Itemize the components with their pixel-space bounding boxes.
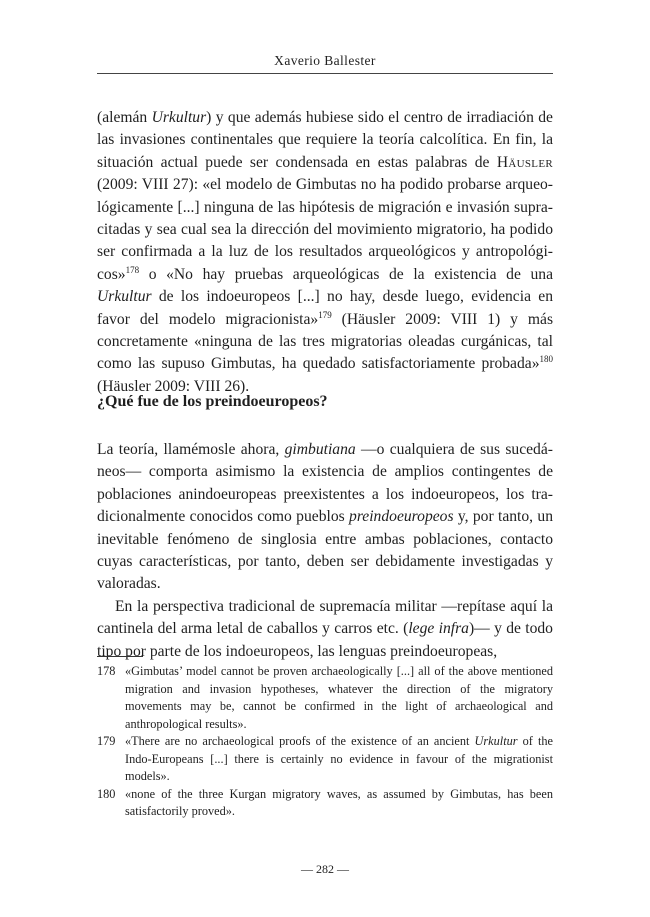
footnote-number: 178 (97, 664, 116, 678)
italic-term: gimbutiana (284, 441, 356, 458)
running-head: Xaverio Ballester (274, 53, 376, 68)
paragraph-2-text (97, 439, 553, 596)
italic-term: Urkultur (474, 734, 518, 748)
footnote-rule (97, 656, 143, 657)
italic-term: preindoeuropeos (349, 508, 454, 526)
paragraph-3-text (97, 596, 553, 663)
text-run: o «No hay pruebas arqueológicas de la existencia de una (139, 265, 553, 283)
text-run: «There are no archaeological proofs of the existence of an ancient (125, 734, 475, 748)
paragraph-2 (97, 439, 553, 663)
footnote-number: 179 (97, 734, 116, 748)
footnote-ref-180[interactable]: 180 (539, 354, 553, 365)
text-run: (alemán (97, 109, 152, 126)
text-run: )— y de todo tipo por parte de los indoeuropeos, las lenguas preindoeuropeas, (97, 620, 553, 660)
text-run: ) y que además hubiese sido el centro de irradiación de las invasiones continentales que requiere la teoría calcolítica. En fin, la situación actual puede ser condensada en estas palabras de (97, 109, 553, 171)
author-name: Häusler (496, 153, 553, 171)
text-run: (Häusler 2009: VIII 26). (97, 377, 250, 395)
footnote-text (125, 663, 553, 733)
footnote-ref-178[interactable]: 178 (125, 264, 140, 275)
italic-term: Urkultur (97, 288, 152, 306)
italic-term: Urkultur (151, 109, 207, 126)
text-run: En la perspectiva tradicional de supremacía militar —repítase aquí la cantinela del arma letal de caballos y carros etc. ( (97, 597, 553, 638)
footnote-number: 180 (97, 786, 116, 801)
text-run: «none of the three Kurgan migratory waves, as assumed by Gimbutas, has been satisfactorily proved». (125, 786, 553, 818)
text-run: y, por tanto, un inevitable fenómeno de singlosia entre ambas poblaciones, contacto cuyas características, por tanto, deben ser debidamente investigadas y valoradas. (97, 508, 553, 593)
text-run: «Gimbutas’ model cannot be proven archaeologically [...] all of the above mentioned migration and invasion hypotheses, whatever the direction of the migratory movements may be, cannot be confirmed in the light of archaeological and anthropological results». (125, 664, 553, 731)
text-run: (Häusler 2009: VIII 1) y más concretamente «ninguna de las tres migratorias oleadas curgánicas, tal como las supuso Gimbutas, ha quedado satisfactoriamente probada» (97, 310, 554, 373)
italic-term: lege infra (408, 620, 469, 638)
page-number: — 282 — (301, 862, 349, 876)
footnote-178 (97, 663, 553, 733)
footnotes (97, 663, 553, 821)
footnote-text (125, 786, 553, 821)
text-run: (2009: VIII 27): «el modelo de Gimbutas no ha podido probarse arqueológicamente [...] ninguna de las hipótesis de migración e invasión supracitadas y sea cual sea la dirección del movimiento migratorio, ha podido ser confirmada a la luz de los resultados arqueológicos y antropológicos» (97, 176, 553, 283)
paragraph-1-text (97, 107, 553, 398)
text-run: La teoría, llamémosle ahora, (97, 441, 285, 458)
footnote-179 (97, 733, 553, 786)
text-run: of the Indo-Europeans [...] there is certainly no evidence in favour of the migrationist models». (125, 734, 553, 783)
footnote-text (125, 733, 553, 786)
text-run: de los indoeuropeos [...] no hay, desde luego, evidencia en favor del modelo migracionista» (97, 288, 553, 328)
paragraph-1 (97, 107, 553, 398)
text-run: —o cualquiera de sus sucedáneos— comporta asimismo la existencia de amplios contingentes de poblaciones anindoeuropeas preexistentes a los indoeuropeos, los tradicionalmente conocidos como pueblos (97, 441, 553, 526)
section-heading: ¿Qué fue de los preindoeuropeos? (97, 393, 328, 410)
header-rule (97, 73, 553, 74)
footnote-ref-179[interactable]: 179 (318, 309, 332, 320)
footnote-180 (97, 786, 553, 821)
